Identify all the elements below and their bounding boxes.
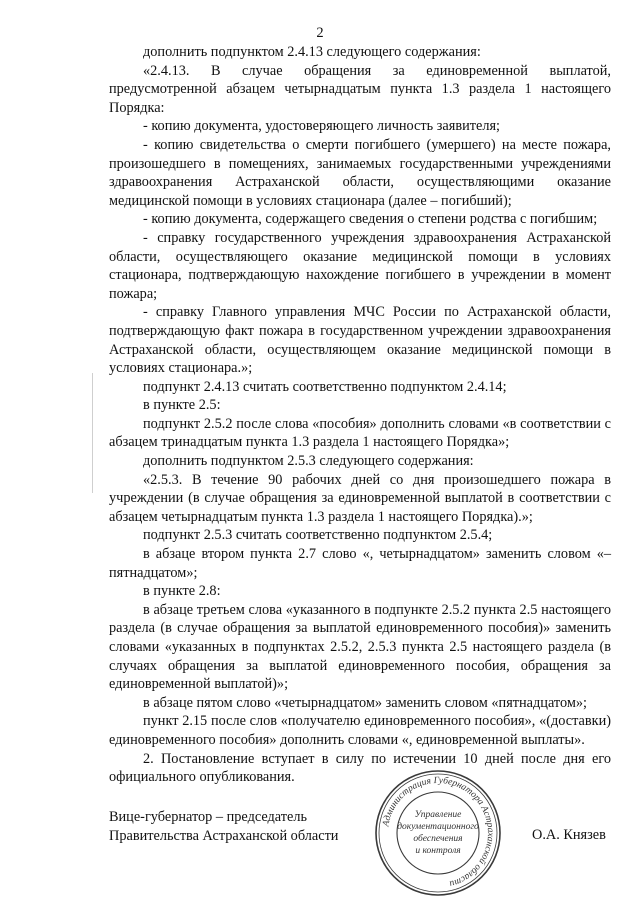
paragraph: в пункте 2.5: xyxy=(143,397,221,414)
paragraph: подпункт 2.5.2 после слова «пособия» дополнить словами «в соответствии с абзацем тринадцатым пункта 1.3 раздела 1 настоящего Порядка»; xyxy=(109,415,611,451)
paragraph: дополнить подпунктом 2.4.13 следующего содержания: xyxy=(143,44,481,60)
paragraph: в пункте 2.8: xyxy=(143,583,221,600)
paragraph: - справку государственного учреждения здравоохранения Астраханской области, осуществляющего оказание медицинской помощи в условиях стационара, подтверждающую нахождение погибшего в учреждении в момент пожара; xyxy=(109,229,611,302)
stamp-center-line: документационного xyxy=(397,822,479,832)
paragraph: - копию свидетельства о смерти погибшего (умершего) на месте пожара, произошедшего в помещениях, занимаемых государственными учреждениями здравоохранения Астраханской области, осуществляющими оказание медицинской помощи в условиях стационара (далее – погибший); xyxy=(109,136,611,209)
paragraph: «2.4.13. В случае обращения за единовременной выплатой, предусмотренной абзацем четырнадцатым пункта 1.3 раздела 1 настоящего Порядка: xyxy=(109,62,611,116)
paragraph: в абзаце пятом слово «четырнадцатом» заменить словом «пятнадцатом»; xyxy=(143,694,588,711)
document-body xyxy=(109,43,611,787)
signature-title-line: Правительства Астраханской области xyxy=(109,827,339,844)
stamp-ring-text: Администрация Губернатора Астраханской области xyxy=(381,775,496,889)
paragraph: в абзаце втором пункта 2.7 слово «, четырнадцатом» заменить словом «– пятнадцатом»; xyxy=(109,546,611,581)
stamp-center-line: обеспечения xyxy=(413,834,463,844)
margin-mark xyxy=(92,373,93,493)
stamp-seal-icon xyxy=(372,767,504,899)
paragraph: - справку Главного управления МЧС России по Астраханской области, подтверждающую факт пожара в государственном учреждении здравоохранения Астраханской области, осуществляющем оказание медицинской помощи в условиях стационара.»; xyxy=(109,304,611,377)
paragraph: 2. Постановление вступает в силу по истечении 10 дней после дня его официального опубликования. xyxy=(109,750,611,786)
paragraph: - копию документа, удостоверяющего личность заявителя; xyxy=(143,118,500,135)
signature-title xyxy=(109,808,338,845)
stamp-center-line: и контроля xyxy=(415,846,461,856)
signer-name: О.А. Князев xyxy=(532,827,606,843)
paragraph: - копию документа, содержащего сведения о степени родства с погибшим; xyxy=(143,211,598,228)
paragraph: «2.5.3. В течение 90 рабочих дней со дня произошедшего пожара в учреждении (в случае обращения за единовременной выплатой в соответствии с абзацем четырнадцатым пункта 1.3 раздела 1 настоящего Порядка).»; xyxy=(109,471,611,525)
page-number: 2 xyxy=(316,25,324,41)
paragraph: пункт 2.15 после слов «получателю единовременного пособия», «(доставки) единовременного пособия» дополнить словами «, единовременной выплаты». xyxy=(109,713,611,748)
paragraph: подпункт 2.4.13 считать соответственно подпунктом 2.4.14; xyxy=(143,378,507,395)
paragraph: подпункт 2.5.3 считать соответственно подпунктом 2.5.4; xyxy=(143,527,493,544)
paragraph: дополнить подпунктом 2.5.3 следующего содержания: xyxy=(143,453,474,470)
stamp-center-line: Управление xyxy=(414,810,462,820)
official-stamp xyxy=(372,767,504,899)
signature-title-line: Вице-губернатор – председатель xyxy=(109,809,308,825)
paragraph: в абзаце третьем слова «указанного в подпункте 2.5.2 пункта 2.5 настоящего раздела (в случае обращения за выплатой единовременного пособия)» заменить словами «указанных в подпунктах 2.5.2, 2.5.3 пункта 2.5 настоящего раздела (в случаях обращения за выплатой единовременного пособия, обращения за единовременной выплатой)»; xyxy=(109,601,611,693)
